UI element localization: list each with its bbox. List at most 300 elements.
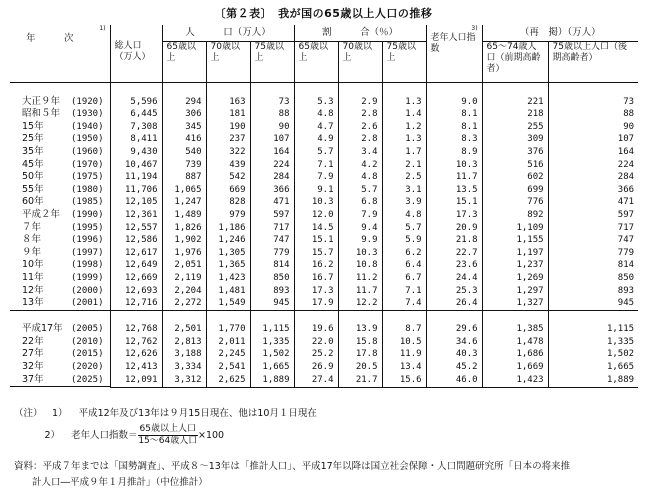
cell-p65: 3,312 [162, 374, 206, 388]
cell-l: 717 [548, 222, 638, 235]
aged-index-header [426, 25, 485, 83]
table-row [10, 159, 638, 172]
cell-r65: 5.7 [294, 146, 338, 159]
cell-idx: 24.4 [426, 272, 482, 285]
cell-p75: 1,335 [250, 336, 294, 349]
cell-l: 471 [548, 196, 638, 209]
cell-e: 1,109 [482, 222, 548, 235]
cell-r70: 13.9 [338, 323, 382, 336]
cell-r70: 2.8 [338, 108, 382, 121]
cell-p70: 439 [206, 159, 250, 172]
year-cell [10, 108, 110, 121]
table-row [10, 171, 638, 184]
cell-r75: 6.2 [382, 247, 426, 260]
cell-total: 12,649 [110, 259, 162, 272]
cell-idx: 26.4 [426, 297, 482, 310]
cell-idx: 20.9 [426, 222, 482, 235]
cell-l: 893 [548, 285, 638, 298]
cell-r75: 6.4 [382, 259, 426, 272]
cell-e: 776 [482, 196, 548, 209]
year-cell [10, 336, 110, 349]
section-gap [10, 310, 638, 323]
cell-r65: 16.7 [294, 272, 338, 285]
cell-r70: 3.4 [338, 146, 382, 159]
cell-l: 747 [548, 234, 638, 247]
cell-p70: 979 [206, 209, 250, 222]
table-title: 〔第２表〕 我が国の65歳以上人口の推移 [214, 7, 433, 20]
cell-l: 107 [548, 133, 638, 146]
era-label: 60年 [22, 196, 44, 208]
cell-p75: 90 [250, 121, 294, 134]
ad-year: (1950) [70, 134, 104, 145]
cell-r70: 10.8 [338, 259, 382, 272]
cell-r65: 25.2 [294, 348, 338, 361]
era-label: 35年 [22, 145, 44, 157]
cell-idx: 8.3 [426, 133, 482, 146]
cell-r70: 15.8 [338, 336, 382, 349]
cell-p75: 779 [250, 247, 294, 260]
section-gap [10, 83, 638, 96]
cell-p70: 1,770 [206, 323, 250, 336]
year-cell [10, 374, 110, 388]
year-cell [10, 133, 110, 146]
cell-total: 10,467 [110, 159, 162, 172]
cell-total: 12,693 [110, 285, 162, 298]
cell-total: 12,626 [110, 348, 162, 361]
cell-r75: 4.8 [382, 209, 426, 222]
cell-e: 1,423 [482, 374, 548, 388]
cell-p65: 887 [162, 171, 206, 184]
cell-r65: 4.9 [294, 133, 338, 146]
year-cell [10, 285, 110, 298]
era-label: 15年 [22, 120, 44, 132]
cell-p65: 3,334 [162, 361, 206, 374]
cell-p75: 284 [250, 171, 294, 184]
cell-idx: 13.5 [426, 184, 482, 197]
cell-p70: 181 [206, 108, 250, 121]
ad-year: (1997) [70, 247, 104, 258]
cell-l: 1,889 [548, 374, 638, 388]
year-cell [10, 247, 110, 260]
cell-idx: 21.8 [426, 234, 482, 247]
ratio-75-header: 75歳以上 [382, 42, 426, 83]
population-table [10, 25, 638, 388]
cell-l: 88 [548, 108, 638, 121]
table-row [10, 323, 638, 336]
cell-total: 12,091 [110, 374, 162, 388]
cell-r70: 10.3 [338, 247, 382, 260]
formula-numerator: 65歳以上人口 [139, 424, 196, 434]
pop-65-header: 65歳以上 [162, 42, 206, 83]
note-2-number: 2） [44, 430, 60, 441]
table-row [10, 133, 638, 146]
cell-e: 1,297 [482, 285, 548, 298]
cell-idx: 15.1 [426, 196, 482, 209]
cell-idx: 17.3 [426, 209, 482, 222]
cell-e: 255 [482, 121, 548, 134]
cell-total: 12,716 [110, 297, 162, 310]
cell-p75: 88 [250, 108, 294, 121]
note-1-text: 平成12年及び13年は９月15日現在、他は10月１日現在 [78, 408, 317, 419]
cell-p65: 1,976 [162, 247, 206, 260]
ad-year: (1920) [70, 96, 104, 107]
era-label: 22年 [22, 335, 44, 347]
cell-p70: 163 [206, 96, 250, 109]
cell-e: 1,327 [482, 297, 548, 310]
cell-r65: 7.1 [294, 159, 338, 172]
cell-total: 12,586 [110, 234, 162, 247]
table-row [10, 196, 638, 209]
table-row [10, 285, 638, 298]
cell-p70: 1,246 [206, 234, 250, 247]
cell-total: 11,194 [110, 171, 162, 184]
cell-total: 7,308 [110, 121, 162, 134]
year-cell [10, 121, 110, 134]
cell-total: 12,557 [110, 222, 162, 235]
cell-p70: 237 [206, 133, 250, 146]
cell-r65: 15.7 [294, 247, 338, 260]
cell-p75: 366 [250, 184, 294, 197]
cell-r70: 6.8 [338, 196, 382, 209]
cell-r75: 10.5 [382, 336, 426, 349]
cell-p75: 73 [250, 96, 294, 109]
cell-total: 12,105 [110, 196, 162, 209]
cell-r65: 9.1 [294, 184, 338, 197]
cell-r65: 26.9 [294, 361, 338, 374]
cell-r70: 12.2 [338, 297, 382, 310]
cell-r70: 17.8 [338, 348, 382, 361]
cell-total: 12,413 [110, 361, 162, 374]
cell-idx: 29.6 [426, 323, 482, 336]
cell-total: 11,706 [110, 184, 162, 197]
year-header [10, 25, 110, 83]
early-elderly-header: 65～74歳人口（前期高齢者） [482, 42, 548, 83]
cell-total: 12,617 [110, 247, 162, 260]
table-body-actual [10, 83, 638, 311]
era-label: 10年 [22, 259, 44, 271]
table-row [10, 297, 638, 310]
ad-year: (1996) [70, 235, 104, 246]
cell-idx: 9.0 [426, 96, 482, 109]
cell-p70: 322 [206, 146, 250, 159]
era-label: 11年 [22, 271, 44, 283]
era-label: 27年 [22, 348, 44, 360]
era-label: 大正９年 [22, 95, 61, 107]
cell-l: 1,502 [548, 348, 638, 361]
ratio-group-header: 割 合（％） [294, 25, 426, 42]
ad-year: (1970) [70, 159, 104, 170]
ad-year: (1990) [70, 209, 104, 220]
cell-r75: 5.7 [382, 222, 426, 235]
cell-p70: 1,481 [206, 285, 250, 298]
note-2-tail: ×100 [198, 430, 225, 441]
cell-p75: 1,502 [250, 348, 294, 361]
cell-r75: 3.1 [382, 184, 426, 197]
cell-total: 12,669 [110, 272, 162, 285]
cell-p65: 2,051 [162, 259, 206, 272]
cell-p75: 164 [250, 146, 294, 159]
cell-r65: 19.6 [294, 323, 338, 336]
era-label: ８年 [22, 234, 42, 246]
table-row [10, 336, 638, 349]
cell-r65: 27.4 [294, 374, 338, 388]
cell-idx: 25.3 [426, 285, 482, 298]
cell-p65: 2,119 [162, 272, 206, 285]
cell-p70: 2,245 [206, 348, 250, 361]
cell-idx: 8.1 [426, 108, 482, 121]
cell-e: 602 [482, 171, 548, 184]
cell-p75: 747 [250, 234, 294, 247]
cell-l: 366 [548, 184, 638, 197]
cell-l: 284 [548, 171, 638, 184]
year-cell [10, 361, 110, 374]
table-row [10, 259, 638, 272]
ad-year: (2005) [70, 324, 104, 335]
aged-index-formula [138, 424, 198, 447]
pop-75-header: 75歳以上 [250, 42, 294, 83]
cell-p75: 945 [250, 297, 294, 310]
cell-idx: 8.1 [426, 121, 482, 134]
table-row [10, 348, 638, 361]
cell-idx: 22.7 [426, 247, 482, 260]
cell-idx: 8.9 [426, 146, 482, 159]
repost-group-header: （再 掲）（万人） [482, 25, 638, 42]
cell-e: 516 [482, 159, 548, 172]
cell-p70: 2,625 [206, 374, 250, 388]
cell-r65: 16.2 [294, 259, 338, 272]
cell-idx: 46.0 [426, 374, 482, 388]
year-label: 年 次 [26, 33, 74, 44]
note-1-number: 1） [52, 408, 68, 419]
cell-p65: 3,188 [162, 348, 206, 361]
year-cell [10, 259, 110, 272]
cell-r75: 1.2 [382, 121, 426, 134]
cell-p75: 224 [250, 159, 294, 172]
table-row [10, 374, 638, 388]
cell-total: 12,361 [110, 209, 162, 222]
cell-r75: 1.7 [382, 146, 426, 159]
cell-r70: 2.6 [338, 121, 382, 134]
cell-l: 1,665 [548, 361, 638, 374]
cell-r75: 1.4 [382, 108, 426, 121]
cell-e: 309 [482, 133, 548, 146]
cell-l: 224 [548, 159, 638, 172]
cell-r70: 11.2 [338, 272, 382, 285]
ratio-65-header: 65歳以上 [294, 42, 338, 83]
cell-r70: 7.9 [338, 209, 382, 222]
cell-total: 5,596 [110, 96, 162, 109]
cell-p70: 2,011 [206, 336, 250, 349]
cell-p65: 306 [162, 108, 206, 121]
year-cell [10, 146, 110, 159]
cell-l: 597 [548, 209, 638, 222]
cell-r75: 2.5 [382, 171, 426, 184]
table-row [10, 272, 638, 285]
ad-year: (1975) [70, 172, 104, 183]
year-cell [10, 184, 110, 197]
year-cell [10, 96, 110, 109]
year-cell [10, 196, 110, 209]
cell-r70: 2.8 [338, 133, 382, 146]
cell-r65: 10.3 [294, 196, 338, 209]
ad-year: (2020) [70, 362, 104, 373]
cell-r70: 20.5 [338, 361, 382, 374]
cell-p70: 1,186 [206, 222, 250, 235]
cell-p65: 540 [162, 146, 206, 159]
ad-year: (1995) [70, 222, 104, 233]
cell-p70: 669 [206, 184, 250, 197]
cell-e: 1,197 [482, 247, 548, 260]
era-label: 37年 [22, 373, 44, 385]
cell-r65: 17.3 [294, 285, 338, 298]
cell-p75: 717 [250, 222, 294, 235]
year-cell [10, 159, 110, 172]
cell-l: 73 [548, 96, 638, 109]
total-pop-header: 総人口（万人） [110, 25, 162, 83]
cell-r75: 8.7 [382, 323, 426, 336]
cell-e: 1,237 [482, 259, 548, 272]
era-label: 12年 [22, 284, 44, 296]
source-line-2: 計人口―平成９年１月推計」（中位推計） [32, 477, 208, 488]
cell-r70: 5.7 [338, 184, 382, 197]
cell-p70: 190 [206, 121, 250, 134]
cell-l: 945 [548, 297, 638, 310]
table-row [10, 146, 638, 159]
era-label: 昭和５年 [22, 108, 61, 120]
year-cell [10, 234, 110, 247]
cell-total: 12,768 [110, 323, 162, 336]
year-cell [10, 222, 110, 235]
table-body-projection [10, 310, 638, 387]
year-cell [10, 323, 110, 336]
cell-p65: 739 [162, 159, 206, 172]
cell-p75: 1,665 [250, 361, 294, 374]
cell-idx: 23.6 [426, 259, 482, 272]
cell-r65: 7.9 [294, 171, 338, 184]
cell-e: 376 [482, 146, 548, 159]
cell-e: 699 [482, 184, 548, 197]
cell-r70: 9.9 [338, 234, 382, 247]
era-label: 50年 [22, 171, 44, 183]
cell-p70: 542 [206, 171, 250, 184]
note-2 [14, 424, 224, 447]
ad-year: (1998) [70, 260, 104, 271]
ad-year: (1980) [70, 184, 104, 195]
pop-70-header: 70歳以上 [206, 42, 250, 83]
table-row [10, 234, 638, 247]
table-row [10, 108, 638, 121]
era-label: 55年 [22, 183, 44, 195]
cell-l: 850 [548, 272, 638, 285]
aged-index-label: 老年人口指 数 [430, 33, 485, 54]
cell-p75: 1,115 [250, 323, 294, 336]
cell-r65: 5.3 [294, 96, 338, 109]
cell-p70: 1,365 [206, 259, 250, 272]
cell-p65: 2,204 [162, 285, 206, 298]
ad-year: (1930) [70, 109, 104, 120]
ad-year: (2010) [70, 336, 104, 347]
ad-year: (2001) [70, 298, 104, 309]
cell-p70: 828 [206, 196, 250, 209]
cell-r75: 15.6 [382, 374, 426, 388]
cell-e: 221 [482, 96, 548, 109]
era-label: 45年 [22, 158, 44, 170]
cell-p75: 597 [250, 209, 294, 222]
ad-year: (1999) [70, 272, 104, 283]
cell-idx: 40.3 [426, 348, 482, 361]
ratio-70-header: 70歳以上 [338, 42, 382, 83]
cell-p65: 345 [162, 121, 206, 134]
cell-p65: 1,489 [162, 209, 206, 222]
cell-total: 8,411 [110, 133, 162, 146]
ad-year: (2015) [70, 349, 104, 360]
cell-total: 12,762 [110, 336, 162, 349]
cell-r75: 7.4 [382, 297, 426, 310]
cell-r70: 9.4 [338, 222, 382, 235]
year-cell [10, 209, 110, 222]
cell-p65: 1,065 [162, 184, 206, 197]
table-row [10, 209, 638, 222]
formula-denominator: 15～64歳人口 [138, 436, 198, 446]
table-row [10, 247, 638, 260]
cell-r70: 4.2 [338, 159, 382, 172]
era-label: 平成17年 [22, 323, 63, 335]
ad-year: (2025) [70, 374, 104, 385]
pop-group-header: 人 口（万人） [162, 25, 294, 42]
era-label: 平成２年 [22, 208, 61, 220]
note-2-lead: 老年人口指数＝ [71, 430, 138, 441]
cell-p70: 2,541 [206, 361, 250, 374]
cell-p75: 107 [250, 133, 294, 146]
ad-year: (1985) [70, 197, 104, 208]
cell-e: 1,385 [482, 323, 548, 336]
table-row [10, 361, 638, 374]
late-elderly-header: 75歳以上人口（後期高齢者） [548, 42, 638, 83]
cell-e: 1,269 [482, 272, 548, 285]
cell-p70: 1,549 [206, 297, 250, 310]
cell-p75: 1,889 [250, 374, 294, 388]
cell-l: 90 [548, 121, 638, 134]
cell-e: 1,155 [482, 234, 548, 247]
cell-p65: 2,272 [162, 297, 206, 310]
cell-p65: 294 [162, 96, 206, 109]
table-row [10, 184, 638, 197]
cell-idx: 45.2 [426, 361, 482, 374]
cell-e: 1,478 [482, 336, 548, 349]
cell-r75: 2.1 [382, 159, 426, 172]
cell-r65: 22.0 [294, 336, 338, 349]
cell-r65: 12.0 [294, 209, 338, 222]
note-marker-1: 1) [99, 25, 106, 32]
table-row [10, 96, 638, 109]
cell-p75: 471 [250, 196, 294, 209]
era-label: 32年 [22, 361, 44, 373]
cell-total: 6,445 [110, 108, 162, 121]
era-label: 13年 [22, 297, 44, 309]
cell-total: 9,430 [110, 146, 162, 159]
cell-p65: 1,902 [162, 234, 206, 247]
year-cell [10, 171, 110, 184]
cell-r70: 2.9 [338, 96, 382, 109]
cell-r65: 14.5 [294, 222, 338, 235]
cell-l: 1,335 [548, 336, 638, 349]
cell-r70: 4.8 [338, 171, 382, 184]
cell-l: 1,115 [548, 323, 638, 336]
table-row [10, 121, 638, 134]
cell-e: 1,686 [482, 348, 548, 361]
cell-l: 814 [548, 259, 638, 272]
cell-p75: 893 [250, 285, 294, 298]
